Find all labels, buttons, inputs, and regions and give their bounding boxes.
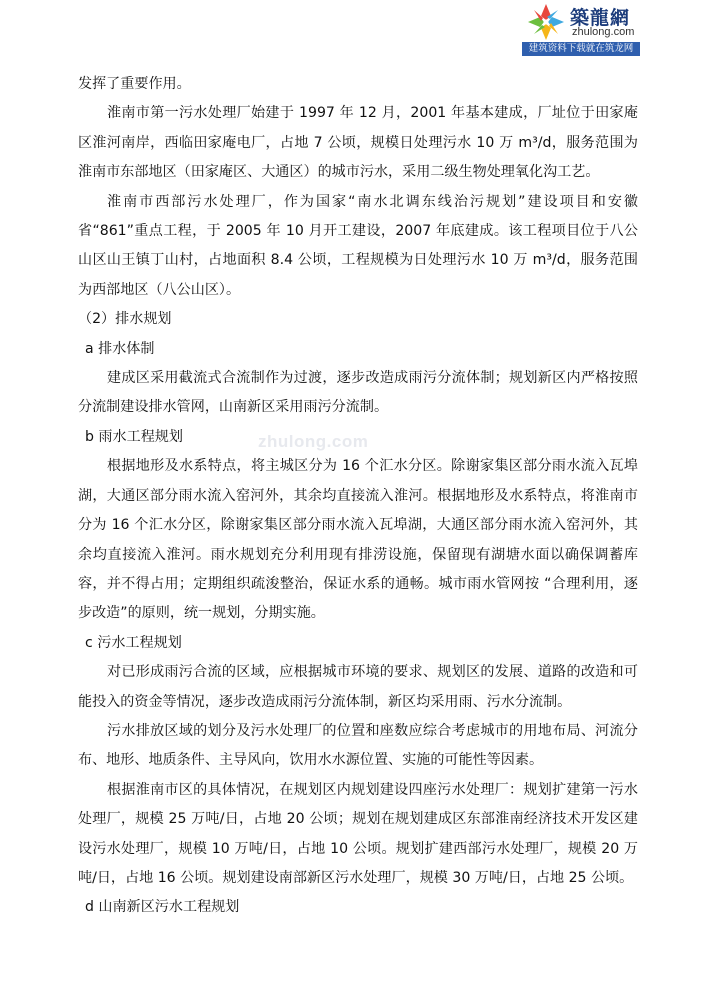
document-body <box>78 70 638 923</box>
subsection-heading: a 排水体制 <box>85 340 155 357</box>
paragraph: 淮南市西部污水处理厂，作为国家“南水北调东线治污规划”建设项目和安徽省“861”重点工程，于 2005 年 10 月开工建设，2007 年底建成。该工程项目位于八公山区山王镇丁山村，占地面积 8.4 公顷，工程规模为日处理污水 10 万 m³/d，服务范围为西部地区（八公山区）。 <box>78 193 638 298</box>
paragraph: 根据地形及水系特点，将主城区分为 16 个汇水分区。除谢家集区部分雨水流入瓦埠湖，大通区部分雨水流入窑河外，其余均直接流入淮河。根据地形及水系特点，将淮南市分为 16 个汇水分区，除谢家集区部分雨水流入瓦埠湖，大通区部分雨水流入窑河外，其余均直接流入淮河。雨水规划充分利用现有排涝设施，保留现有湖塘水面以确保调蓄库容，并不得占用；定期组织疏浚整治，保证水系的通畅。城市雨水管网按 “合理利用，逐步改造”的原则，统一规划，分期实施。 <box>78 458 638 622</box>
section-heading: （2）排水规划 <box>78 311 172 328</box>
logo-banner: 建筑资料下载就在筑龙网 <box>522 42 640 56</box>
logo-name-cn: 築龍網 <box>570 7 631 29</box>
logo-site: zhulong.com <box>572 26 635 38</box>
snowflake-logo-icon <box>524 2 568 42</box>
subsection-heading: b 雨水工程规划 <box>85 428 183 445</box>
paragraph: 淮南市第一污水处理厂始建于 1997 年 12 月，2001 年基本建成，厂址位于田家庵区淮河南岸，西临田家庵电厂，占地 7 公顷，规模日处理污水 10 万 m³/d，服务范围为淮南市东部地区（田家庵区、大通区）的城市污水，采用二级生物处理氧化沟工艺。 <box>78 105 638 181</box>
paragraph: 建成区采用截流式合流制作为过渡，逐步改造成雨污分流体制；规划新区内严格按照分流制建设排水管网，山南新区采用雨污分流制。 <box>78 370 638 416</box>
zhulong-logo[interactable] <box>522 2 642 58</box>
paragraph: 污水排放区域的划分及污水处理厂的位置和座数应综合考虑城市的用地布局、河流分布、地形、地质条件、主导风向，饮用水水源位置、实施的可能性等因素。 <box>78 722 638 769</box>
paragraph: 发挥了重要作用。 <box>78 76 191 92</box>
paragraph: 根据淮南市区的具体情况，在规划区内规划建设四座污水处理厂：规划扩建第一污水处理厂，规模 25 万吨/日，占地 20 公顷；规划在规划建成区东部淮南经济技术开发区建设污水处理厂，规模 10 万吨/日，占地 10 公顷。规划扩建西部污水处理厂，规模 20 万吨/日，占地 16 公顷。规划建设南部新区污水处理厂，规模 30 万吨/日，占地 25 公顷。 <box>78 781 638 886</box>
subsection-heading: c 污水工程规划 <box>85 634 182 651</box>
subsection-heading: d 山南新区污水工程规划 <box>85 899 240 916</box>
paragraph: 对已形成雨污合流的区域，应根据城市环境的要求、规划区的发展、道路的改造和可能投入的资金等情况，逐步改造成雨污分流体制，新区均采用雨、污水分流制。 <box>78 664 638 710</box>
watermark: zhulong.com <box>258 432 369 451</box>
